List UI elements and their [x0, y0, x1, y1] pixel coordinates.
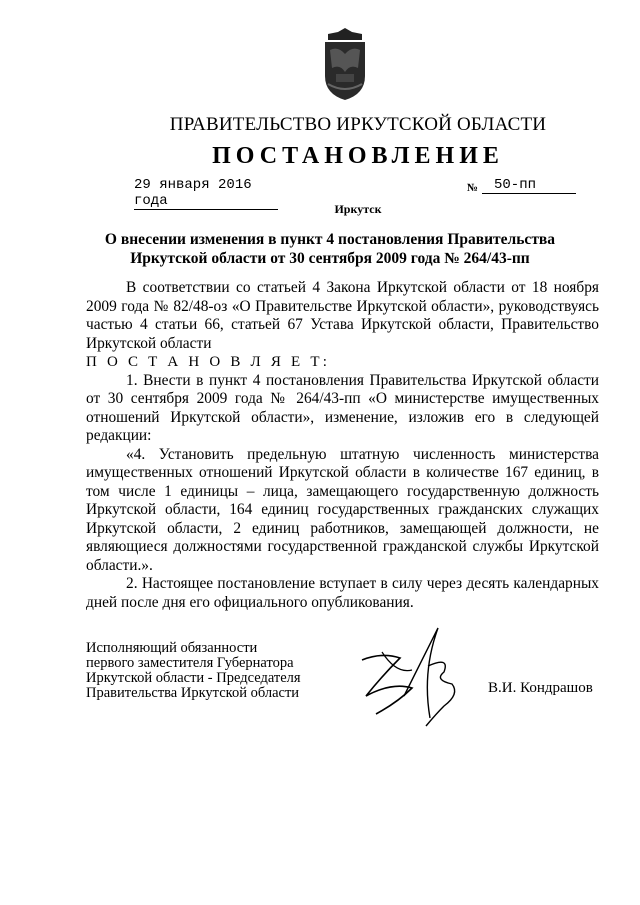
signer-name: В.И. Кондрашов [488, 680, 593, 696]
title-line: Иркутской области от 30 сентября 2009 года № 264/43-пп [130, 250, 530, 267]
document-title [90, 230, 570, 268]
coat-of-arms-emblem [322, 28, 368, 100]
signer-line: первого заместителя Губернатора [86, 655, 294, 671]
signer-line: Иркутской области - Председателя [86, 670, 301, 686]
signer-line: Исполняющий обязанности [86, 640, 258, 656]
document-body [86, 279, 599, 612]
city-name: Иркутск [334, 202, 382, 216]
quoted-clause-paragraph: «4. Установить предельную штатную численность министерства имущественных отношений Иркутской области в количестве 167 единиц, в том числе 1 единицы – лица, замещающего государственную должность Иркутской области, 164 единиц государственных гражданских служащих Иркутской области, 2 единиц работников, замещающей должности, не являющиеся должностями государственной гражданской службы Иркутской области.». [86, 445, 599, 574]
signer-line: Правительства Иркутской области [86, 685, 300, 701]
preamble-paragraph: В соответствии со статьей 4 Закона Иркутской области от 18 ноября 2009 года № 82/48-оз «О Правительстве Иркутской области», руководствуясь частью 4 статьи 66, статьей 67 Устава Иркутской области, Правительство Иркутской области [86, 279, 599, 352]
handwritten-signature [352, 622, 472, 732]
decree-word: П О С Т А Н О В Л Я Е Т: [86, 354, 331, 370]
organization-name: ПРАВИТЕЛЬСТВО ИРКУТСКОЙ ОБЛАСТИ [169, 114, 547, 135]
item-2-paragraph: 2. Настоящее постановление вступает в силу через десять календарных дней после дня его официального опубликования. [86, 575, 599, 611]
title-line: О внесении изменения в пункт 4 постановления Правительства [104, 231, 556, 248]
document-type: ПОСТАНОВЛЕНИЕ [212, 143, 504, 169]
document-date: 29 января 2016 года [134, 177, 278, 210]
signer-position [86, 641, 301, 701]
document-number: 50-пп [482, 177, 576, 194]
item-1-paragraph: 1. Внести в пункт 4 постановления Правительства Иркутской области от 30 сентября 2009 года № 264/43-пп «О министерстве имущественных отношений Иркутской области», изменение, изложив его в следующей редакции: [86, 371, 599, 444]
number-label: № [467, 182, 479, 194]
